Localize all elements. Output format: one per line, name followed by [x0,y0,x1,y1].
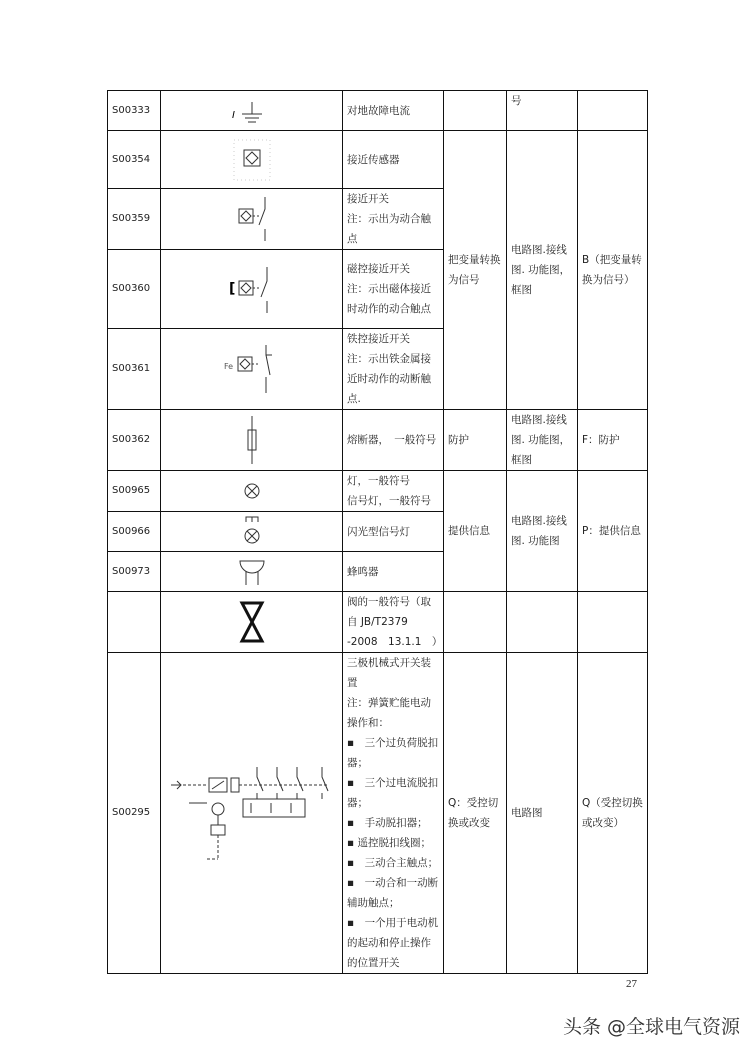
buzzer-icon [232,555,272,589]
table-row [108,410,648,471]
svg-text:[: [ [228,281,235,297]
name-cell: 三极机械式开关装置 注：弹簧贮能电动操作和： ▪ 三个过负荷脱扣器； ▪ 三个过电流脱扣器； ▪ 手动脱扣器； ▪ 遥控脱扣线圈； ▪ 三动合主触点； ▪ 一动合和一动断辅助触点； ▪ 一个用于电动机的起动和停止操作的位置开关 [343,653,444,974]
name-cell: 灯，一般符号 信号灯，一般符号 [343,471,444,512]
function-cell [444,91,507,131]
magnetic-proximity-switch-symbol [161,250,343,329]
diagram-cell: 电路图.接线图. 功能图，框图 [507,410,578,471]
name-cell: 蜂鸣器 [343,552,444,592]
proximity-sensor-symbol [161,131,343,189]
three-pole-switch-symbol [161,653,343,974]
name-cell: 闪光型信号灯 [343,512,444,552]
function-cell: 提供信息 [444,471,507,592]
iron-proximity-switch-icon [224,341,280,397]
magnetic-proximity-switch-icon [227,263,277,315]
name-cell: 熔断器， 一般符号 [343,410,444,471]
flashing-lamp-icon [237,514,267,550]
name-cell: 阀的一般符号（取自 JB/T2379 -2008 13.1.1 ） [343,592,444,653]
code-cell: S00361 [108,329,161,410]
fuse-symbol [161,410,343,471]
function-cell: Q：受控切换或改变 [444,653,507,974]
code-cell: S00973 [108,552,161,592]
code-cell: S00966 [108,512,161,552]
code-cell: S00362 [108,410,161,471]
letter-cell: F：防护 [578,410,648,471]
earth-fault-icon [222,96,282,126]
lamp-icon [237,476,267,506]
proximity-sensor-icon [232,138,272,182]
code-cell: S00354 [108,131,161,189]
name-cell: 磁控接近开关 注：示出磁体接近时动作的动合触点 [343,250,444,329]
code-cell: S00360 [108,250,161,329]
valve-symbol [161,592,343,653]
table-row [108,653,648,974]
table-row [108,91,648,131]
flashing-lamp-symbol [161,512,343,552]
table-row [108,471,648,512]
buzzer-symbol [161,552,343,592]
letter-cell [578,592,648,653]
proximity-switch-icon [229,193,275,245]
three-pole-switch-icon [167,763,337,863]
letter-cell: P：提供信息 [578,471,648,592]
diagram-cell: 号 [507,91,578,131]
letter-cell: B（把变量转换为信号） [578,131,648,410]
table-row [108,131,648,189]
page-number: 27 [626,978,637,990]
svg-text:Fe: Fe [223,362,233,371]
code-cell: S00295 [108,653,161,974]
function-cell: 防护 [444,410,507,471]
diagram-cell: 电路图.接线图. 功能图 [507,471,578,592]
diagram-cell: 电路图 [507,653,578,974]
earth-fault-symbol [161,91,343,131]
table-row [108,592,648,653]
letter-cell [578,91,648,131]
symbol-table [107,90,648,974]
code-cell: S00333 [108,91,161,131]
proximity-switch-symbol [161,189,343,250]
valve-icon [237,599,267,645]
diagram-cell [507,592,578,653]
diagram-cell: 电路图.接线图. 功能图，框图 [507,131,578,410]
iron-proximity-switch-symbol [161,329,343,410]
function-cell: 把变量转换为信号 [444,131,507,410]
name-cell: 对地故障电流 [343,91,444,131]
name-cell: 接近开关 注：示出为动合触点 [343,189,444,250]
code-cell: S00359 [108,189,161,250]
fuse-icon [232,414,272,466]
code-cell [108,592,161,653]
svg-text:I: I [231,109,235,121]
name-cell: 接近传感器 [343,131,444,189]
code-cell: S00965 [108,471,161,512]
function-cell [444,592,507,653]
watermark: 头条 @全球电气资源 [563,1016,741,1038]
lamp-symbol [161,471,343,512]
letter-cell: Q（受控切换或改变） [578,653,648,974]
name-cell: 铁控接近开关 注：示出铁金属接近时动作的动断触点. [343,329,444,410]
